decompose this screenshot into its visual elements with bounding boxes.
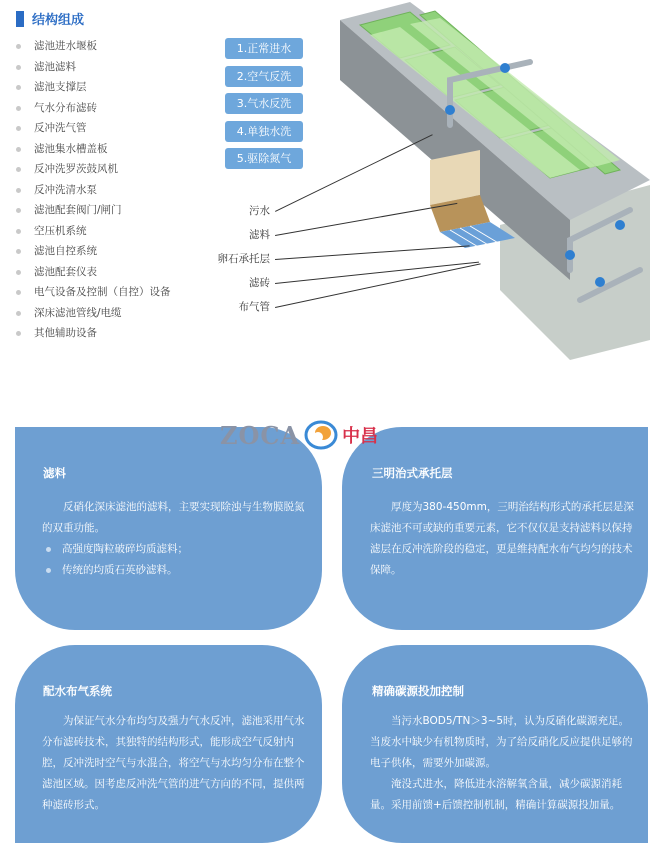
card-title: 三明治式承托层 <box>372 466 453 480</box>
logo-cn-text: 中昌 <box>342 426 379 447</box>
card-body <box>42 711 310 816</box>
card-paragraph: 厚度为380-450mm，三明治结构形式的承托层是深床滤池不可或缺的重要元素，它不仅仅是支持滤料以保持滤层在反冲洗阶段的稳定，更是维持配水布气均匀的技术保障。 <box>370 501 634 576</box>
filter-tank-illustration <box>300 0 650 360</box>
bullet-item: 高强度陶粒破碎均质滤料； <box>42 539 310 560</box>
list-item: 深床滤池管线/电缆 <box>14 303 171 324</box>
card-paragraph: 为保证气水分布均匀及强力气水反冲，滤池采用气水分布滤砖技术，其独特的结构形式，能形成空气反射内腔，反冲洗时空气与水混合，将空气与水均匀分布在整个滤池区域。因考虑反冲洗气管的进气方向的不同，提供两种滤砖形式。 <box>42 715 305 811</box>
card-title: 精确碳源投加控制 <box>372 684 464 698</box>
section-title: 结构组成 <box>32 13 85 28</box>
card-bullets <box>42 539 310 581</box>
card-paragraph: 淹没式进水，降低进水溶解氧含量，减少碳源消耗量。采用前馈+后馈控制机制，精确计算碳源投加量。 <box>370 778 622 811</box>
list-item: 滤池自控系统 <box>14 241 171 262</box>
mode-badge: 3.气水反洗 <box>225 93 303 114</box>
logo-swirl-icon <box>304 420 338 450</box>
list-item: 空压机系统 <box>14 221 171 242</box>
card-title: 配水布气系统 <box>43 684 112 698</box>
logo-text: ZOCA <box>220 420 301 450</box>
card-body <box>370 711 638 816</box>
list-item: 滤池进水堰板 <box>14 36 171 57</box>
component-list <box>14 36 171 344</box>
card-water-air-system <box>15 645 322 843</box>
list-item: 反冲洗罗茨鼓风机 <box>14 159 171 180</box>
card-paragraph: 反硝化深床滤池的滤料，主要实现除浊与生物膜脱氮的双重功能。 <box>42 501 305 534</box>
list-item: 滤池配套仪表 <box>14 262 171 283</box>
card-paragraph: 当污水BOD5/TN＞3~5时，认为反硝化碳源充足。当废水中缺少有机物质时，为了给反硝化反应提供足够的电子供体，需要外加碳源。 <box>370 715 633 769</box>
card-body <box>370 497 635 581</box>
list-item: 反冲洗气管 <box>14 118 171 139</box>
card-title: 滤料 <box>43 466 66 480</box>
operation-modes <box>225 38 303 176</box>
list-item: 气水分布滤砖 <box>14 98 171 119</box>
mode-badge: 2.空气反洗 <box>225 66 303 87</box>
list-item: 电气设备及控制（自控）设备 <box>14 282 171 303</box>
card-support-layer <box>342 427 648 630</box>
mode-badge: 5.驱除氮气 <box>225 148 303 169</box>
section-header <box>16 9 84 28</box>
list-item: 其他辅助设备 <box>14 323 171 344</box>
card-carbon-dosing <box>342 645 648 843</box>
section-marker <box>16 11 24 27</box>
company-logo <box>220 420 378 450</box>
list-item: 滤池滤料 <box>14 57 171 78</box>
diagram-label: 滤砖 <box>249 277 270 289</box>
diagram-label: 布气管 <box>238 301 270 313</box>
list-item: 滤池支撑层 <box>14 77 171 98</box>
diagram-label: 污水 <box>249 205 270 217</box>
list-item: 滤池集水槽盖板 <box>14 139 171 160</box>
card-filter-media <box>15 427 322 630</box>
list-item: 滤池配套阀门/闸门 <box>14 200 171 221</box>
list-item: 反冲洗清水泵 <box>14 180 171 201</box>
mode-badge: 4.单独水洗 <box>225 121 303 142</box>
diagram-label: 滤料 <box>249 229 270 241</box>
bullet-item: 传统的均质石英砂滤料。 <box>42 560 310 581</box>
mode-badge: 1.正常进水 <box>225 38 303 59</box>
card-body <box>42 497 310 581</box>
diagram-label: 卵石承托层 <box>217 253 270 265</box>
